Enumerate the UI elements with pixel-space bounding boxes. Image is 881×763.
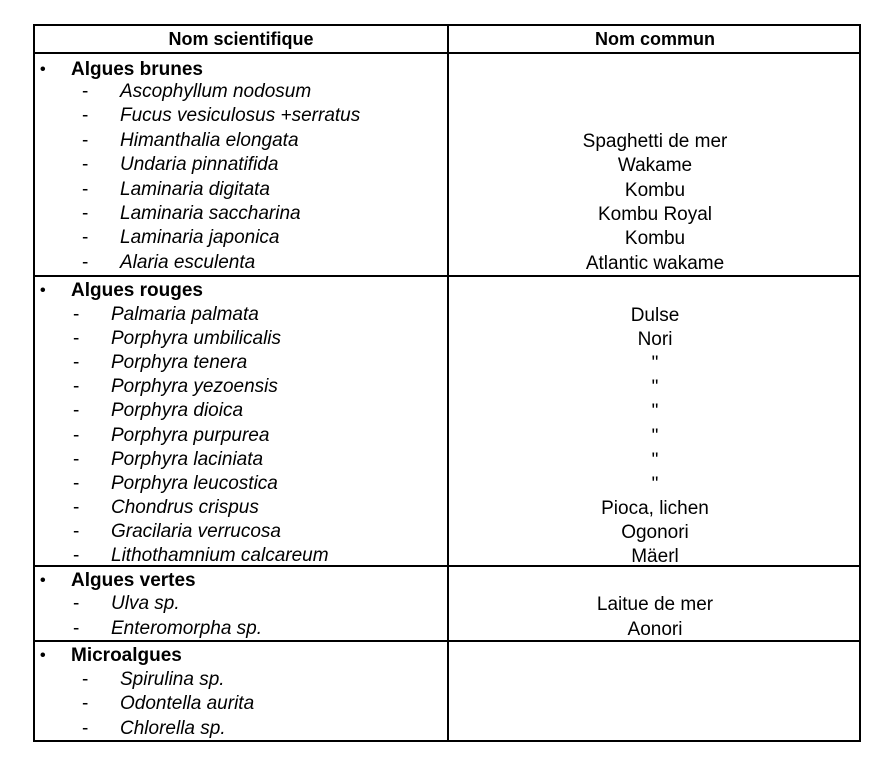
table-row [35, 424, 447, 448]
list-dash: - [73, 400, 80, 421]
scientific-name: Palmaria palmata [111, 304, 259, 325]
bullet-icon: • [40, 61, 46, 78]
scientific-name: Gracilaria verrucosa [111, 521, 281, 542]
common-name: Dulse [630, 305, 680, 326]
species-table [33, 24, 861, 742]
table-row [35, 226, 447, 250]
list-dash: - [73, 449, 80, 470]
table-row [35, 668, 447, 692]
scientific-name: Porphyra umbilicalis [111, 328, 282, 349]
table-row [35, 351, 447, 375]
scientific-name: Laminaria saccharina [120, 203, 301, 224]
table-row [35, 520, 447, 544]
common-name: Nori [637, 329, 673, 350]
scientific-name: Enteromorpha sp. [111, 618, 263, 639]
scientific-name: Chondrus crispus [111, 497, 259, 518]
scientific-name: Undaria pinnatifida [120, 154, 279, 175]
list-dash: - [73, 521, 80, 542]
common-name [449, 693, 861, 717]
list-dash: - [82, 252, 89, 273]
list-dash: - [82, 669, 89, 690]
table-row [35, 104, 447, 128]
table-row [35, 80, 447, 104]
scientific-name: Laminaria digitata [120, 179, 270, 200]
list-dash: - [73, 545, 80, 566]
common-name: Spaghetti de mer [582, 131, 728, 152]
common-name: " [651, 401, 659, 422]
table-row [35, 717, 447, 741]
list-dash: - [73, 593, 80, 614]
common-name [449, 81, 861, 105]
scientific-name: Porphyra laciniata [111, 449, 264, 470]
table-row [35, 448, 447, 472]
scientific-name: Spirulina sp. [120, 669, 225, 690]
list-dash: - [73, 328, 80, 349]
table-row [35, 496, 447, 520]
common-name: Wakame [617, 155, 693, 176]
scientific-name: Porphyra yezoensis [111, 376, 278, 397]
list-dash: - [82, 130, 89, 151]
header-common-name: Nom commun [594, 29, 715, 49]
table-row [35, 251, 447, 275]
common-name: " [651, 474, 659, 495]
table-row [35, 592, 447, 616]
bullet-icon: • [40, 647, 46, 664]
table-row [35, 202, 447, 226]
scientific-name: Porphyra tenera [111, 352, 248, 373]
common-name: Laitue de mer [596, 594, 714, 615]
list-dash: - [73, 618, 80, 639]
table-row [35, 399, 447, 423]
scientific-name: Chlorella sp. [120, 718, 226, 739]
common-name: " [651, 377, 659, 398]
list-dash: - [82, 179, 89, 200]
list-dash: - [82, 105, 89, 126]
scientific-name: Fucus vesiculosus +serratus [120, 105, 361, 126]
scientific-name: Odontella aurita [120, 693, 255, 714]
scientific-name: Porphyra leucostica [111, 473, 278, 494]
common-name [449, 105, 861, 129]
table-row [35, 153, 447, 177]
group-label: Algues rouges [71, 280, 203, 301]
table-row [35, 544, 447, 568]
group-label: Microalgues [71, 645, 182, 666]
common-name: Pioca, lichen [601, 498, 709, 519]
list-dash: - [73, 473, 80, 494]
table-row [35, 617, 447, 641]
common-name: Kombu Royal [597, 204, 713, 225]
list-dash: - [73, 352, 80, 373]
scientific-name: Himanthalia elongata [120, 130, 299, 151]
table-row [35, 129, 447, 153]
common-name: " [651, 426, 659, 447]
bullet-icon: • [40, 282, 46, 299]
common-name: Atlantic wakame [585, 253, 725, 274]
common-name: Kombu [624, 180, 686, 201]
list-dash: - [73, 425, 80, 446]
common-name: Mäerl [631, 546, 679, 567]
header-scientific-name: Nom scientifique [168, 29, 314, 49]
list-dash: - [82, 718, 89, 739]
common-name: " [651, 353, 659, 374]
table-row [35, 692, 447, 716]
bullet-icon: • [40, 572, 46, 589]
table-row [35, 375, 447, 399]
group-label: Algues vertes [71, 570, 196, 591]
table-row [35, 327, 447, 351]
list-dash: - [73, 376, 80, 397]
group-label: Algues brunes [71, 59, 203, 80]
header-divider [35, 52, 859, 54]
list-dash: - [82, 693, 89, 714]
common-name [449, 718, 861, 742]
list-dash: - [82, 81, 89, 102]
scientific-name: Ulva sp. [111, 593, 180, 614]
list-dash: - [82, 154, 89, 175]
common-name [449, 669, 861, 693]
scientific-name: Porphyra dioica [111, 400, 244, 421]
common-name: " [651, 450, 659, 471]
scientific-name: Porphyra purpurea [111, 425, 270, 446]
list-dash: - [82, 203, 89, 224]
list-dash: - [82, 227, 89, 248]
table-row [35, 178, 447, 202]
scientific-name: Alaria esculenta [120, 252, 256, 273]
common-name: Kombu [624, 228, 686, 249]
table-row [35, 303, 447, 327]
table-row [35, 472, 447, 496]
common-name: Ogonori [621, 522, 689, 543]
scientific-name: Laminaria japonica [120, 227, 280, 248]
common-name: Aonori [627, 619, 683, 640]
list-dash: - [73, 497, 80, 518]
scientific-name: Ascophyllum nodosum [120, 81, 312, 102]
list-dash: - [73, 304, 80, 325]
scientific-name: Lithothamnium calcareum [111, 545, 329, 566]
